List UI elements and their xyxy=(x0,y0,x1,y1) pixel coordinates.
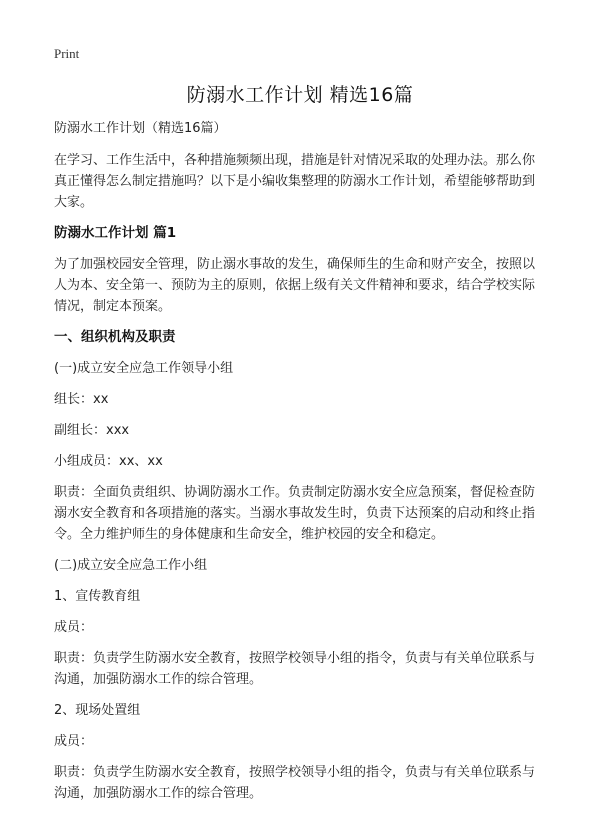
group1-title: 1、宣传教育组 xyxy=(54,589,141,604)
document-subtitle: 防溺水工作计划（精选16篇） xyxy=(54,121,227,136)
document-body xyxy=(54,118,546,814)
print-label: Print xyxy=(54,46,80,61)
section-heading: 防溺水工作计划 篇1 xyxy=(54,225,177,241)
group1-members: 成员： xyxy=(54,620,94,635)
group1-duties: 职责：负责学生防溺水安全教育，按照学校领导小组的指令，负责与有关单位联系与沟通，加强防溺水工作的综合管理。 xyxy=(54,651,536,687)
leader-line: 组长：xx xyxy=(54,392,109,407)
org-heading: 一、组织机构及职责 xyxy=(54,329,176,345)
leadership-group-title: (一)成立安全应急工作领导小组 xyxy=(54,361,234,376)
work-group-title: (二)成立安全应急工作小组 xyxy=(54,558,208,573)
group2-title: 2、现场处置组 xyxy=(54,703,141,718)
section-intro-paragraph: 为了加强校园安全管理，防止溺水事故的发生，确保师生的生命和财产安全，按照以人为本、安全第一、预防为主的原则，依据上级有关文件精神和要求，结合学校实际情况，制定本预案。 xyxy=(54,257,536,314)
intro-paragraph: 在学习、工作生活中，各种措施频频出现，措施是针对情况采取的处理办法。那么你真正懂得怎么制定措施吗？以下是小编收集整理的防溺水工作计划，希望能够帮助到大家。 xyxy=(54,153,536,210)
group2-members: 成员： xyxy=(54,734,94,749)
document-title: 防溺水工作计划 精选16篇 xyxy=(186,84,414,106)
deputy-leader-line: 副组长：xxx xyxy=(54,423,130,438)
group2-duties: 职责：负责学生防溺水安全教育，按照学校领导小组的指令，负责与有关单位联系与沟通，加强防溺水工作的综合管理。 xyxy=(54,765,536,801)
members-line: 小组成员：xx、xx xyxy=(54,454,163,469)
leadership-duties-paragraph: 职责：全面负责组织、协调防溺水工作。负责制定防溺水安全应急预案，督促检查防溺水安全教育和各项措施的落实。当溺水事故发生时，负责下达预案的启动和终止指令。全力维护师生的身体健康和生命安全，维护校园的安全和稳定。 xyxy=(54,485,536,542)
